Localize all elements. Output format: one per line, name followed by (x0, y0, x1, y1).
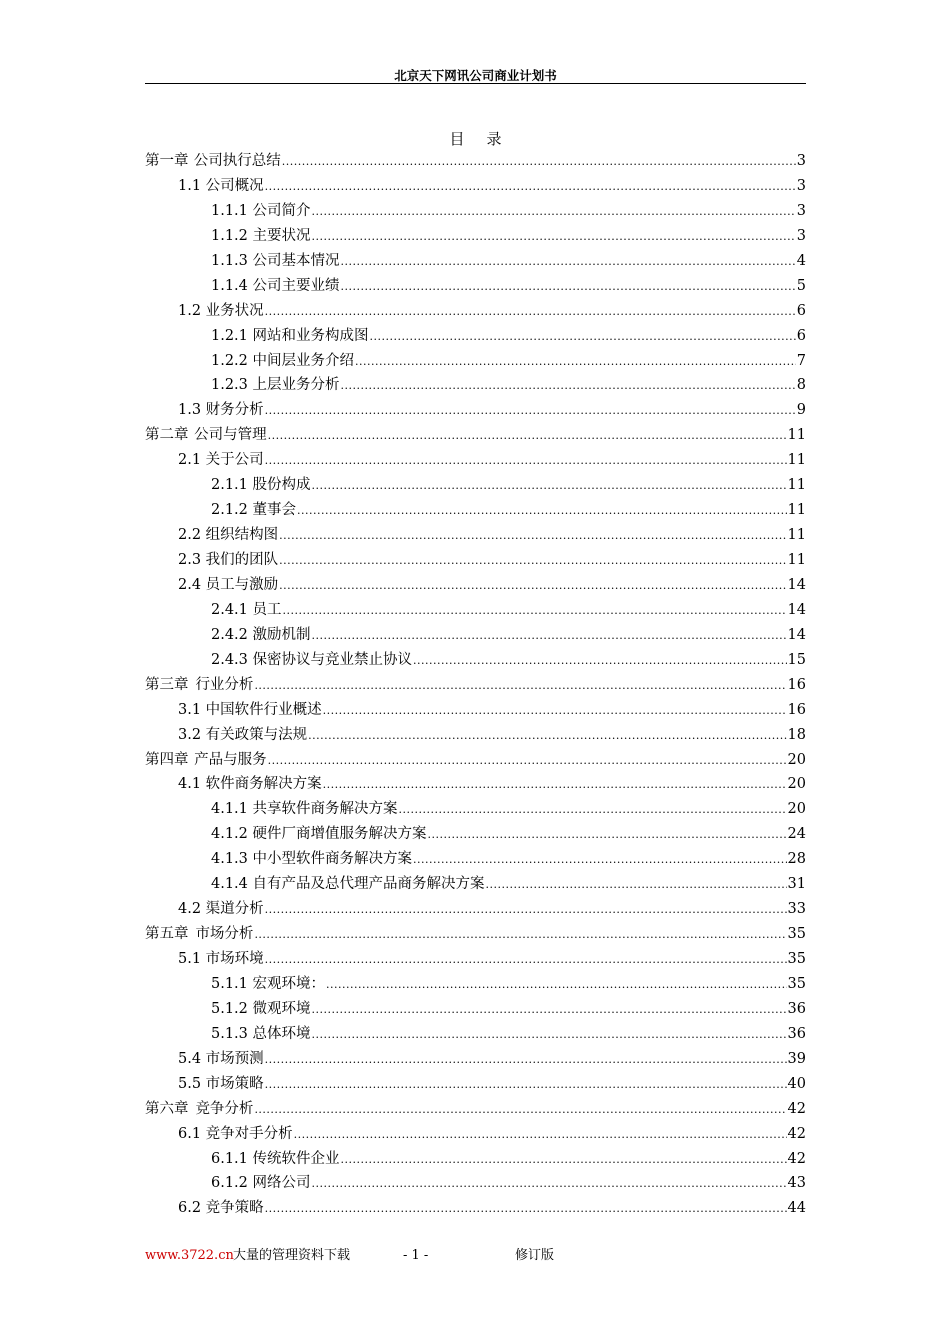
toc-dot-leader (312, 225, 796, 250)
toc-entry-title: 4.1.3 中小型软件商务解决方案 (211, 851, 413, 868)
page-footer (145, 1246, 806, 1266)
toc-page-number: 28 (787, 851, 806, 868)
toc-dot-leader (308, 724, 786, 749)
toc-section-entry[interactable] (145, 698, 806, 723)
toc-section-entry[interactable] (145, 299, 806, 324)
toc-subsection-entry[interactable] (145, 473, 806, 498)
toc-entry-title: 1.2.2 中间层业务介绍 (211, 352, 355, 369)
toc-subsection-entry[interactable] (145, 324, 806, 349)
toc-dot-leader (486, 873, 787, 898)
toc-entry-title: 产品与服务 (194, 751, 267, 768)
toc-dot-leader (254, 923, 786, 948)
toc-dot-leader (265, 898, 787, 923)
toc-dot-leader (254, 1098, 786, 1123)
toc-page-number: 31 (787, 876, 806, 893)
toc-entry-title: 2.4.2 激励机制 (211, 626, 311, 643)
toc-section-entry[interactable] (145, 772, 806, 797)
toc-page-number: 6 (796, 302, 806, 319)
toc-page-number: 39 (787, 1050, 806, 1067)
toc-entry-title: 4.1.4 自有产品及总代理产品商务解决方案 (211, 876, 485, 893)
toc-chapter-entry[interactable] (145, 1097, 806, 1122)
toc-entry-title: 1.2 业务状况 (178, 302, 264, 319)
footer-revision: 修订版 (515, 1248, 555, 1263)
toc-entry-title: 4.1 软件商务解决方案 (178, 776, 322, 793)
toc-entry-title: 2.4.1 员工 (211, 601, 282, 618)
toc-dot-leader (341, 275, 796, 300)
toc-subsection-entry[interactable] (145, 249, 806, 274)
toc-subsection-entry[interactable] (145, 797, 806, 822)
toc-chapter-number: 第三章 (145, 676, 189, 693)
toc-dot-leader (268, 749, 787, 774)
toc-entry-title: 4.1.2 硬件厂商增值服务解决方案 (211, 826, 427, 843)
toc-dot-leader (312, 474, 787, 499)
toc-page-number: 20 (787, 776, 806, 793)
toc-page-number: 3 (796, 202, 806, 219)
toc-section-entry[interactable] (145, 1047, 806, 1072)
toc-chapter-entry[interactable] (145, 149, 806, 174)
toc-dot-leader (265, 1197, 787, 1222)
toc-entry-title: 5.1.1 宏观环境： (211, 975, 326, 992)
toc-chapter-entry[interactable] (145, 922, 806, 947)
toc-entry-title: 1.1.4 公司主要业绩 (211, 277, 340, 294)
toc-dot-leader (265, 1073, 787, 1098)
toc-section-entry[interactable] (145, 448, 806, 473)
toc-dot-leader (265, 449, 787, 474)
toc-subsection-entry[interactable] (145, 498, 806, 523)
toc-subsection-entry[interactable] (145, 1147, 806, 1172)
toc-dot-leader (312, 998, 787, 1023)
toc-dot-leader (355, 350, 796, 375)
toc-dot-leader (413, 649, 787, 674)
toc-section-entry[interactable] (145, 1072, 806, 1097)
toc-dot-leader (282, 150, 796, 175)
toc-chapter-number: 第一章 (145, 153, 189, 169)
toc-page-number: 36 (787, 1000, 806, 1017)
toc-entry-title: 1.1.3 公司基本情况 (211, 252, 340, 269)
toc-page-number: 11 (787, 452, 806, 469)
toc-page-number: 42 (787, 1150, 806, 1167)
toc-dot-leader (265, 948, 787, 973)
toc-page-number: 14 (787, 576, 806, 593)
toc-page-number: 16 (787, 701, 806, 718)
toc-dot-leader (268, 424, 787, 449)
toc-chapter-number: 第五章 (145, 926, 189, 943)
toc-dot-leader (297, 499, 787, 524)
page-header: 北京天下网讯公司商业计划书 (394, 68, 557, 83)
toc-dot-leader (312, 1023, 787, 1048)
toc-entry-title: 5.4 市场预测 (178, 1050, 264, 1067)
toc-section-entry[interactable] (145, 1196, 806, 1221)
toc-chapter-entry[interactable] (145, 423, 806, 448)
toc-entry-title: 1.1.2 主要状况 (211, 227, 311, 244)
footer-url-link[interactable]: www.3722.cn (145, 1248, 234, 1263)
toc-dot-leader (312, 200, 796, 225)
toc-page-number: 35 (787, 975, 806, 992)
toc-subsection-entry[interactable] (145, 224, 806, 249)
toc-entry-title: 1.1.1 公司简介 (211, 202, 311, 219)
toc-chapter-number: 第六章 (145, 1100, 189, 1117)
toc-subsection-entry[interactable] (145, 373, 806, 398)
toc-page-number: 11 (787, 552, 806, 568)
toc-entry-title: 4.1.1 共享软件商务解决方案 (211, 801, 398, 818)
toc-section-entry[interactable] (145, 174, 806, 199)
toc-entry-title: 3.2 有关政策与法规 (178, 726, 308, 743)
toc-entry-title: 1.2.3 上层业务分析 (211, 377, 340, 394)
toc-entry-title: 5.1.2 微观环境 (211, 1000, 311, 1017)
toc-subsection-entry[interactable] (145, 972, 806, 997)
toc-dot-leader (279, 574, 786, 599)
toc-dot-leader (312, 624, 787, 649)
toc-entry-title: 6.2 竞争策略 (178, 1200, 264, 1217)
toc-dot-leader (312, 1172, 787, 1197)
toc-dot-leader (341, 374, 796, 399)
toc-chapter-entry[interactable] (145, 673, 806, 698)
toc-title: 目录 (449, 130, 524, 148)
toc-entry-title: 6.1.1 传统软件企业 (211, 1150, 340, 1167)
toc-section-entry[interactable] (145, 523, 806, 548)
toc-page-number: 11 (787, 477, 806, 494)
toc-page-number: 16 (787, 676, 806, 693)
toc-entry-title: 1.3 财务分析 (178, 402, 264, 419)
toc-entry-title: 行业分析 (195, 676, 254, 693)
toc-dot-leader (323, 699, 787, 724)
toc-dot-leader (341, 250, 796, 275)
toc-page-number: 33 (787, 901, 806, 918)
toc-page-number: 3 (796, 177, 806, 194)
toc-entry-title: 5.1.3 总体环境 (211, 1025, 311, 1042)
toc-entry-title: 公司与管理 (194, 427, 267, 444)
toc-dot-leader (294, 1123, 787, 1148)
toc-entry-title: 1.1 公司概况 (178, 177, 264, 194)
toc-subsection-entry[interactable] (145, 648, 806, 673)
toc-page-number: 18 (787, 726, 806, 743)
toc-page-number: 42 (787, 1125, 806, 1142)
toc-page-number: 11 (787, 502, 806, 519)
toc-page-number: 14 (787, 601, 806, 618)
toc-dot-leader (265, 300, 796, 325)
toc-entry-title: 公司执行总结 (193, 153, 281, 169)
toc-entry-title: 2.4.3 保密协议与竞业禁止协议 (211, 651, 413, 668)
toc-entry-title: 2.1 关于公司 (178, 452, 264, 469)
toc-page-number: 8 (796, 377, 806, 394)
toc-entry-title: 5.1 市场环境 (178, 951, 264, 967)
toc-page-number: 11 (787, 527, 806, 544)
toc-subsection-entry[interactable] (145, 199, 806, 224)
toc-entry-title: 竞争分析 (195, 1100, 254, 1117)
header-divider (145, 83, 806, 84)
toc-subsection-entry[interactable] (145, 822, 806, 847)
toc-entry-title: 2.3 我们的团队 (178, 552, 279, 568)
toc-dot-leader (323, 773, 787, 798)
toc-entry-title: 6.1.2 网络公司 (211, 1175, 311, 1192)
toc-section-entry[interactable] (145, 1122, 806, 1147)
toc-dot-leader (265, 175, 796, 200)
toc-chapter-number: 第二章 (145, 427, 189, 444)
toc-page-number: 42 (787, 1100, 806, 1117)
toc-entry-title: 2.4 员工与激励 (178, 576, 279, 593)
toc-page-number: 4 (796, 252, 806, 269)
toc-page-number: 9 (796, 402, 806, 419)
toc-page-number: 20 (787, 801, 806, 818)
toc-page-number: 6 (796, 327, 806, 344)
footer-page-number: - 1 - (403, 1248, 429, 1263)
toc-subsection-entry[interactable] (145, 274, 806, 299)
toc-dot-leader (341, 1148, 787, 1173)
toc-entry-title: 5.5 市场策略 (178, 1075, 264, 1092)
toc-subsection-entry[interactable] (145, 623, 806, 648)
table-of-contents (145, 149, 806, 1221)
toc-page-number: 20 (787, 751, 806, 768)
toc-dot-leader (399, 798, 787, 823)
toc-page-number: 36 (787, 1025, 806, 1042)
toc-entry-title: 2.1.1 股份构成 (211, 477, 311, 494)
toc-subsection-entry[interactable] (145, 847, 806, 872)
toc-chapter-number: 第四章 (145, 751, 189, 768)
toc-page-number: 3 (796, 227, 806, 244)
toc-subsection-entry[interactable] (145, 1171, 806, 1196)
toc-dot-leader (279, 524, 786, 549)
toc-page-number: 11 (787, 427, 806, 444)
toc-dot-leader (428, 823, 787, 848)
toc-page-number: 14 (787, 626, 806, 643)
toc-page-number: 5 (796, 277, 806, 294)
toc-chapter-entry[interactable] (145, 748, 806, 773)
toc-dot-leader (265, 399, 796, 424)
toc-dot-leader (283, 599, 787, 624)
toc-dot-leader (370, 325, 796, 350)
toc-subsection-entry[interactable] (145, 349, 806, 374)
toc-page-number: 24 (787, 826, 806, 843)
toc-entry-title: 2.1.2 董事会 (211, 502, 297, 519)
toc-dot-leader (326, 973, 787, 998)
toc-subsection-entry[interactable] (145, 997, 806, 1022)
toc-entry-title: 3.1 中国软件行业概述 (178, 701, 322, 718)
toc-section-entry[interactable] (145, 723, 806, 748)
toc-section-entry[interactable] (145, 548, 806, 573)
footer-text: 大量的管理资料下载 (233, 1248, 351, 1263)
toc-section-entry[interactable] (145, 398, 806, 423)
toc-entry-title: 4.2 渠道分析 (178, 901, 264, 918)
toc-dot-leader (279, 549, 786, 574)
toc-page-number: 35 (787, 926, 806, 943)
toc-page-number: 35 (787, 951, 806, 967)
toc-page-number: 15 (787, 651, 806, 668)
toc-subsection-entry[interactable] (145, 872, 806, 897)
toc-dot-leader (413, 848, 787, 873)
toc-entry-title: 1.2.1 网站和业务构成图 (211, 327, 369, 344)
toc-section-entry[interactable] (145, 897, 806, 922)
toc-dot-leader (254, 674, 786, 699)
toc-entry-title: 市场分析 (195, 926, 254, 943)
toc-page-number: 44 (787, 1200, 806, 1217)
toc-page-number: 43 (787, 1175, 806, 1192)
toc-page-number: 7 (796, 352, 806, 369)
toc-subsection-entry[interactable] (145, 598, 806, 623)
toc-page-number: 3 (796, 153, 806, 169)
toc-page-number: 40 (787, 1075, 806, 1092)
toc-entry-title: 6.1 竞争对手分析 (178, 1125, 293, 1142)
toc-dot-leader (265, 1048, 787, 1073)
toc-section-entry[interactable] (145, 573, 806, 598)
toc-section-entry[interactable] (145, 947, 806, 972)
toc-entry-title: 2.2 组织结构图 (178, 527, 279, 544)
toc-subsection-entry[interactable] (145, 1022, 806, 1047)
